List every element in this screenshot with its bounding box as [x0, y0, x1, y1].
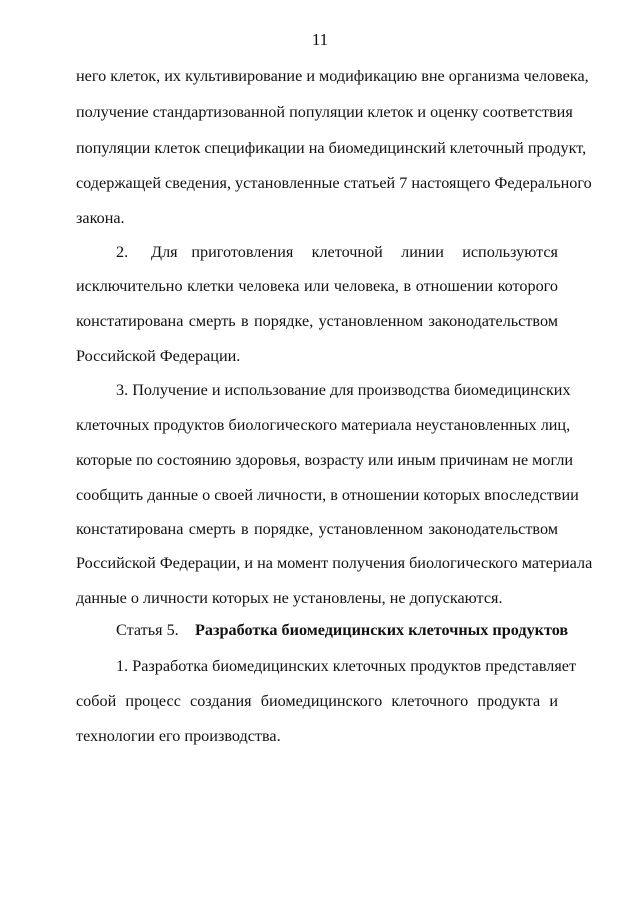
text-line: получение стандартизованной популяции клеток и оценку соответствия [76, 103, 573, 121]
text-line: которые по состоянию здоровья, возрасту или иным причинам не могли [76, 451, 574, 469]
text-line: 3. Получение и использование для производства биомедицинских [116, 381, 571, 399]
text-line: содержащей сведения, установленные статьей 7 настоящего Федерального [76, 174, 592, 192]
text-line: данные о личности которых не установлены, не допускаются. [76, 589, 503, 607]
text-line: исключительно клетки человека или человека, в отношении которого [76, 277, 558, 295]
text-line: клеточных продуктов биологического материала неустановленных лиц, [76, 416, 571, 434]
text-line: закона. [76, 209, 125, 227]
text-line: популяции клеток спецификации на биомедицинский клеточный продукт, [76, 139, 587, 157]
article-title: Разработка биомедицинских клеточных продуктов [195, 621, 569, 639]
text-line: Российской Федерации, и на момент получения биологического материала [76, 554, 593, 572]
text-line: 1. Разработка биомедицинских клеточных продуктов представляет [116, 657, 577, 675]
text-line: констатирована смерть в порядке, установленном законодательством [76, 312, 558, 330]
text-line: констатирована смерть в порядке, установленном законодательством [76, 520, 558, 538]
text-line: сообщить данные о своей личности, в отношении которых впоследствии [76, 486, 579, 504]
text-line: технологии его производства. [76, 727, 281, 745]
page-number: 11 [311, 30, 329, 49]
article-label: Статья 5. [116, 621, 179, 639]
text-line: Российской Федерации. [76, 347, 241, 365]
text-line: него клеток, их культивирование и модификацию вне организма человека, [76, 67, 589, 85]
text-line: 2. Для приготовления клеточной линии используются [116, 243, 558, 261]
text-line: собой процесс создания биомедицинского клеточного продукта и [76, 692, 558, 710]
